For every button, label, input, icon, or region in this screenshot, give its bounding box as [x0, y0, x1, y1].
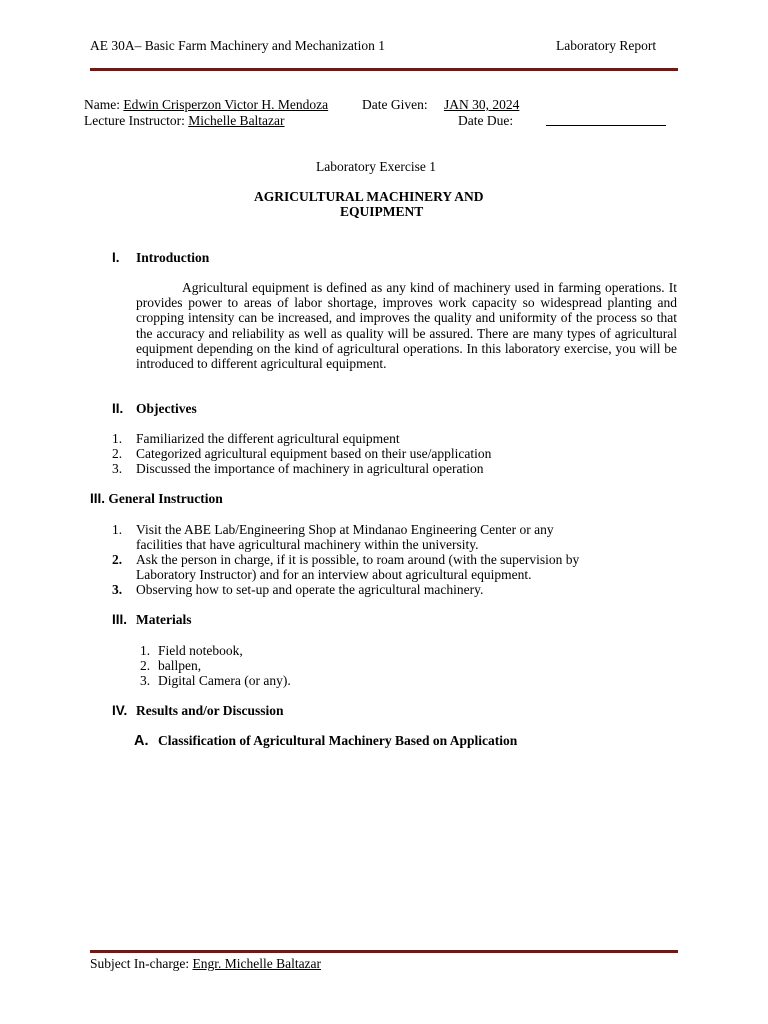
footer-label: Subject In-charge:: [90, 956, 190, 971]
section-title: Introduction: [136, 250, 210, 265]
instructor-label: Lecture Instructor:: [84, 113, 185, 128]
footer-value: Engr. Michelle Baltazar: [192, 956, 322, 971]
introduction-paragraph: [136, 280, 677, 371]
section-title: Results and/or Discussion: [136, 703, 284, 718]
section-title: General Instruction: [108, 491, 223, 506]
name-label: Name:: [84, 97, 120, 112]
section-numeral: IV.: [112, 703, 128, 718]
exercise-title-line1: AGRICULTURAL MACHINERY AND: [254, 189, 484, 204]
header-rule: [90, 68, 678, 71]
section-numeral: I.: [112, 250, 120, 265]
date-given-label: Date Given:: [362, 97, 428, 112]
section-results-heading: [112, 703, 284, 719]
exercise-number: Laboratory Exercise 1: [316, 159, 436, 174]
header-course-title: AE 30A– Basic Farm Machinery and Mechanization 1: [90, 38, 386, 53]
section-materials-heading: [112, 612, 192, 628]
section-numeral: III.: [90, 491, 106, 506]
section-numeral: II.: [112, 401, 124, 416]
section-general-instruction-heading: [90, 491, 223, 507]
section-objectives-heading: [112, 401, 197, 417]
introduction-text: Agricultural equipment is defined as any kind of machinery used in farming operations. It provides power to areas of labor shortage, improves work capacity so widespread planting and cropping intensity can be increased, and improves the quality and uniformity of the process so that the accuracy and reliability as well as quality will be assured. There are many types of agricultural equipment depending on the kind of agricultural operations. In this laboratory exercise, you will be introduced to different agricultural equipment.: [136, 280, 677, 372]
date-due-label: Date Due:: [458, 113, 514, 128]
name-value: Edwin Crisperzon Victor H. Mendoza: [123, 97, 329, 112]
section-introduction-heading: [112, 250, 210, 266]
name-row: [84, 97, 328, 113]
footer-subject-in-charge: [90, 956, 321, 972]
section-title: Objectives: [136, 401, 197, 416]
section-numeral: III.: [112, 612, 128, 627]
date-given-value: JAN 30, 2024: [444, 97, 520, 112]
exercise-title-line2: EQUIPMENT: [340, 204, 424, 219]
subsection-classification-heading: [134, 733, 518, 749]
subsection-title: Classification of Agricultural Machinery Based on Application: [158, 733, 518, 748]
header-report-type: Laboratory Report: [556, 38, 657, 53]
instructor-row: [84, 113, 285, 129]
subsection-letter: A.: [134, 733, 149, 749]
document-page: AE 30A– Basic Farm Machinery and Mechanization 1 Laboratory Report Name: Edwin Crisperzon Victor H. Mendoza Date Given: JAN 30, 2024 Lecture Instructor: Michelle Baltazar Date Due: Laboratory Exercise 1 AGRICULTURAL MACHINERY AND EQUIPMENT I. Introduction Agricultural equipment is defined as any kind of machinery used in farming operations. It provides power to areas of labor shortage, improves work capacity so widespread planting and cropping intensity can be increased, and improves the quality and uniformity of the process so that the accuracy and reliability as well as quality will be assured. There are many types of agricultural equipment depending on the kind of agricultural operations. In this laboratory exercise, you will be introduced to different agricultural equipment. II. Objectives 1. Familiarized the different agricultural equipment 2. Categorized agricultural equipment based on their use/application 3. Discussed the importance of machinery in agricultural operation III. General Instruction 1. Visit the ABE Lab/Engineering Shop at Mindanao Engineering Center or any facilities that have agricultural machinery within the university. 2. Ask the person in charge, if it is possible, to roam around (with the supervision by Laboratory Instructor) and for an interview about agricultural equipment. 3. Observing how to set-up and operate the agricultural machinery. III. Materials 1. Field notebook, 2. ballpen, 3. Digital Camera (or any). IV. Results and/or Discussion A. Classification of Agricultural Machinery Based on Application Subject In-charge: Engr. Michelle Baltazar: [84, 38, 677, 971]
section-title: Materials: [136, 612, 192, 627]
footer-rule: [90, 950, 678, 953]
date-due-blank: [546, 113, 666, 130]
instructor-value: Michelle Baltazar: [188, 113, 285, 128]
